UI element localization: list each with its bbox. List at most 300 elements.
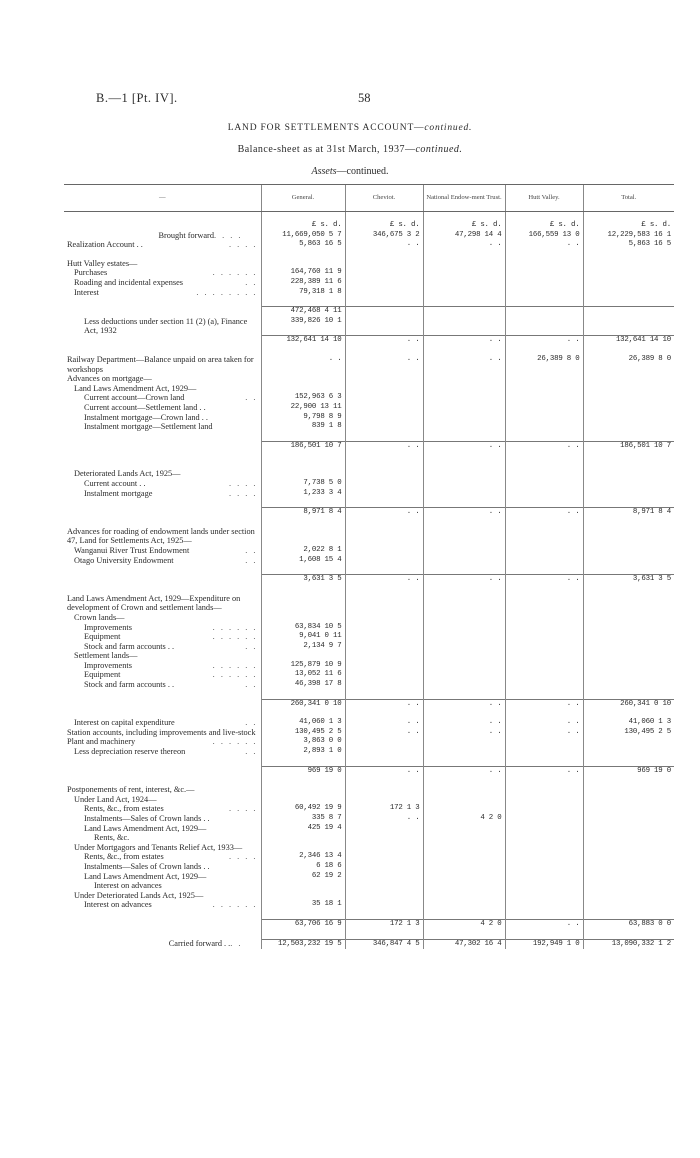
cell-total: 3,631 3 5 [583,575,674,585]
cell-total [583,546,674,556]
cell-cheviot [345,393,423,403]
cell-hutt-valley [505,661,583,671]
spacer-row [64,585,674,594]
cell-total [583,632,674,642]
cell-general: 130,495 2 5 [261,728,345,738]
cell-total: 13,090,332 1 2 [583,939,674,949]
row-label [64,508,261,518]
cell-general: 13,052 11 6 [261,670,345,680]
cell-national-endowment [423,632,505,642]
page-reference: B.—1 [Pt. IV]. [96,91,178,105]
table-row [64,441,674,451]
cell-general: 335 8 7 [261,814,345,824]
cell-cheviot [345,632,423,642]
cell-national-endowment [423,680,505,690]
cell-general [261,384,345,394]
cell-hutt-valley: 26,389 8 0 [505,355,583,374]
cell-hutt-valley [505,489,583,499]
table-row [64,699,674,709]
row-label [64,307,261,317]
cell-hutt-valley: . . [505,699,583,709]
table-row [64,422,674,432]
cell-hutt-valley [505,670,583,680]
row-label [64,384,261,394]
cell-national-endowment [423,413,505,423]
section-title: Assets—continued. [311,166,389,177]
row-label [64,852,261,862]
cell-cheviot [345,317,423,336]
cell-national-endowment: . . [423,766,505,776]
unit-label: £ s. d. [345,221,423,231]
row-label-text: Advances for roading of endowment lands under section 47, Land for Settlements Act, 1925— [67,526,255,546]
cell-total [583,278,674,288]
cell-total: 12,229,583 16 1 [583,231,674,241]
cell-hutt-valley: . . [505,575,583,585]
cell-national-endowment [423,422,505,432]
table-row [64,413,674,423]
cell-general: 9,041 0 11 [261,632,345,642]
cell-national-endowment [423,737,505,747]
cell-national-endowment [423,546,505,556]
table-row [64,785,674,795]
table-row [64,469,674,479]
cell-total: 63,883 0 0 [583,919,674,929]
cell-hutt-valley [505,824,583,834]
row-label [64,881,261,891]
cell-cheviot [345,872,423,882]
row-label [64,479,261,489]
row-label [64,632,261,642]
header-cheviot: Cheviot. [345,185,423,212]
leader-dots: . . . . [228,852,258,862]
spacer-row [64,518,674,527]
table-row [64,919,674,929]
cell-total [583,785,674,795]
units-row [64,221,674,231]
cell-general [261,594,345,613]
spacer-row [64,690,674,700]
cell-hutt-valley [505,259,583,269]
table-row [64,795,674,805]
leader-dots: . . . . [228,240,258,250]
unit-label: £ s. d. [505,221,583,231]
row-label-text: Land Laws Amendment Act, 1929— [84,871,207,881]
cell-total [583,661,674,671]
table-row [64,403,674,413]
cell-national-endowment [423,479,505,489]
cell-hutt-valley [505,403,583,413]
leader-dots: . . [245,545,258,555]
cell-total [583,384,674,394]
row-label [64,527,261,546]
cell-cheviot [345,259,423,269]
row-label [64,546,261,556]
table-row [64,766,674,776]
cell-general [261,843,345,853]
row-label [64,699,261,709]
row-label [64,661,261,671]
cell-national-endowment [423,795,505,805]
cell-total [583,268,674,278]
row-label-text: Equipment [84,670,121,680]
cell-national-endowment: 47,298 14 4 [423,231,505,241]
row-label-text: Carried forward . . [168,939,231,949]
table-row [64,479,674,489]
cell-cheviot [345,546,423,556]
cell-total [583,843,674,853]
cell-national-endowment [423,384,505,394]
row-label [64,613,261,623]
table-row [64,651,674,661]
cell-general [261,651,345,661]
row-label [64,737,261,747]
spacer-row [64,565,674,575]
cell-hutt-valley [505,814,583,824]
cell-total [583,737,674,747]
row-label [64,919,261,929]
cell-hutt-valley [505,317,583,336]
cell-cheviot [345,268,423,278]
row-label [64,374,261,384]
cell-hutt-valley [505,632,583,642]
row-label-text: Postponements of rent, interest, &c.— [67,785,195,795]
cell-general: 186,501 10 7 [261,441,345,451]
cell-general: 79,318 1 8 [261,288,345,298]
cell-hutt-valley: . . [505,728,583,738]
row-label-text: Interest on capital expenditure [74,718,175,728]
leader-dots: . . . . [228,488,258,498]
cell-general: 5,863 16 5 [261,240,345,250]
cell-national-endowment [423,747,505,757]
row-label [64,231,261,241]
row-label-text: Land Laws Amendment Act, 1929— [84,823,207,833]
cell-general: 132,641 14 10 [261,336,345,346]
cell-total: 41,060 1 3 [583,718,674,728]
cell-national-endowment: . . [423,575,505,585]
cell-total [583,527,674,546]
cell-total [583,824,674,834]
row-label-text: Current account . . [84,478,146,488]
cell-hutt-valley [505,891,583,901]
cell-general: 46,398 17 8 [261,680,345,690]
table-row [64,728,674,738]
cell-national-endowment: . . [423,336,505,346]
table-row [64,527,674,546]
cell-general: 22,900 13 11 [261,403,345,413]
cell-cheviot [345,642,423,652]
table-row [64,632,674,642]
cell-general [261,891,345,901]
cell-general: 152,963 6 3 [261,393,345,403]
cell-total [583,852,674,862]
cell-total [583,413,674,423]
cell-total: 969 19 0 [583,766,674,776]
cell-national-endowment [423,288,505,298]
cell-national-endowment: . . [423,240,505,250]
cell-national-endowment [423,393,505,403]
cell-hutt-valley [505,747,583,757]
cell-cheviot: . . [345,718,423,728]
cell-general: 125,879 10 9 [261,661,345,671]
leader-dots: . . [245,641,258,651]
cell-hutt-valley: . . [505,336,583,346]
row-label [64,862,261,872]
cell-hutt-valley [505,795,583,805]
row-label [64,747,261,757]
row-label-text: Current account—Settlement land . . [84,403,206,412]
table-row [64,278,674,288]
cell-cheviot: 172 1 3 [345,919,423,929]
row-label-text: Rents, &c. [94,833,130,843]
row-label-text: Land Laws Amendment Act, 1929—Expenditure on development of Crown and settlement lands— [67,593,241,613]
row-label-text: Instalment mortgage [84,488,153,498]
row-label-text: Station accounts, including improvements and live-stock [67,727,256,737]
cell-cheviot [345,852,423,862]
cell-cheviot [345,862,423,872]
cell-general: 62 19 2 [261,872,345,882]
cell-hutt-valley: . . [505,718,583,728]
cell-total: 130,495 2 5 [583,728,674,738]
cell-cheviot [345,833,423,843]
row-label [64,268,261,278]
table-row [64,881,674,891]
table-row [64,240,674,250]
cell-general [261,785,345,795]
cell-general: 8,971 8 4 [261,508,345,518]
row-label [64,623,261,633]
table-row [64,843,674,853]
table-row [64,737,674,747]
row-label-text: Land Laws Amendment Act, 1929— [74,383,197,393]
cell-cheviot: . . [345,336,423,346]
row-label-text: Instalments—Sales of Crown lands . . [84,861,210,871]
row-label [64,900,261,910]
header-total: Total. [583,185,674,212]
row-label [64,393,261,403]
unit-label: £ s. d. [423,221,505,231]
cell-national-endowment [423,623,505,633]
row-label-text: Less depreciation reserve thereon [74,747,186,757]
cell-national-endowment [423,317,505,336]
cell-total [583,814,674,824]
row-label-text: Settlement lands— [74,651,138,661]
table-row [64,852,674,862]
cell-total [583,881,674,891]
table-row [64,939,674,949]
cell-national-endowment [423,862,505,872]
spacer-row [64,910,674,920]
cell-hutt-valley [505,881,583,891]
cell-total [583,872,674,882]
cell-hutt-valley [505,422,583,432]
cell-general: 3,631 3 5 [261,575,345,585]
cell-total [583,747,674,757]
cell-cheviot: 172 1 3 [345,804,423,814]
row-label-text: Roading and incidental expenses [74,277,183,287]
cell-cheviot: . . [345,728,423,738]
cell-general: 1,233 3 4 [261,489,345,499]
row-label [64,288,261,298]
cell-hutt-valley [505,527,583,546]
cell-hutt-valley [505,613,583,623]
cell-hutt-valley [505,843,583,853]
spacer-row [64,776,674,785]
leader-dots: . . [230,939,243,949]
cell-hutt-valley [505,651,583,661]
row-label-text: Under Deteriorated Lands Act, 1925— [74,890,204,900]
row-label-text: Under Mortgagors and Tenants Relief Act, 1933— [74,842,243,852]
cell-general [261,795,345,805]
cell-cheviot: 346,675 3 2 [345,231,423,241]
row-label [64,651,261,661]
cell-total [583,374,674,384]
cell-national-endowment: 4 2 0 [423,919,505,929]
table-row [64,814,674,824]
cell-cheviot [345,384,423,394]
leader-dots: . . . . . . [212,632,258,642]
leader-dots: . . . . . . [212,622,258,632]
leader-dots: . . [245,277,258,287]
cell-cheviot [345,661,423,671]
cell-general: 472,468 4 11 [261,307,345,317]
cell-cheviot [345,374,423,384]
row-label-text: Equipment [84,632,121,642]
table-row [64,307,674,317]
table-row [64,804,674,814]
row-label-text: Otago University Endowment [74,555,174,565]
spacer-row [64,757,674,767]
cell-national-endowment [423,278,505,288]
table-row [64,336,674,346]
cell-national-endowment [423,872,505,882]
leader-dots: . . . . . . [212,268,258,278]
row-label-text: Instalment mortgage—Settlement land [84,422,213,432]
cell-general: 35 18 1 [261,900,345,910]
leader-dots: . . [245,555,258,565]
row-label [64,240,261,250]
table-row [64,594,674,613]
cell-hutt-valley [505,872,583,882]
cell-national-endowment [423,374,505,384]
cell-cheviot [345,900,423,910]
row-label [64,489,261,499]
row-label [64,872,261,882]
cell-cheviot: . . [345,441,423,451]
cell-national-endowment [423,833,505,843]
cell-hutt-valley [505,546,583,556]
row-label [64,833,261,843]
cell-national-endowment [423,891,505,901]
spacer-row [64,451,674,469]
cell-total [583,317,674,336]
account-title: LAND FOR SETTLEMENTS ACCOUNT—continued. [227,123,473,133]
cell-total [583,900,674,910]
leader-dots: . . . . . . [212,900,258,910]
cell-general: . . [261,355,345,374]
table-body [64,212,674,950]
cell-total [583,642,674,652]
cell-general: 425 19 4 [261,824,345,834]
cell-hutt-valley: . . [505,441,583,451]
header-description: — [64,185,261,212]
leader-dots: . . [245,747,258,757]
cell-general [261,469,345,479]
spacer-row [64,297,674,307]
cell-national-endowment [423,661,505,671]
row-label-text: Wanganui River Trust Endowment [74,545,190,555]
cell-hutt-valley [505,804,583,814]
cell-cheviot: . . [345,766,423,776]
cell-hutt-valley [505,594,583,613]
row-label [64,469,261,479]
cell-general: 63,834 10 5 [261,623,345,633]
row-label-text: Purchases [74,268,108,278]
row-label [64,422,261,432]
cell-general: 41,060 1 3 [261,718,345,728]
cell-total [583,680,674,690]
cell-general [261,374,345,384]
cell-cheviot [345,489,423,499]
cell-total [583,594,674,613]
row-label [64,795,261,805]
cell-cheviot: . . [345,699,423,709]
cell-hutt-valley: . . [505,508,583,518]
table-row [64,288,674,298]
row-label [64,413,261,423]
row-label [64,728,261,738]
table-row [64,824,674,834]
table-row [64,231,674,241]
table-row [64,833,674,843]
cell-national-endowment [423,852,505,862]
cell-total [583,259,674,269]
cell-national-endowment: . . [423,508,505,518]
row-label-text: Advances on mortgage— [67,374,152,384]
cell-general: 1,608 15 4 [261,556,345,566]
cell-cheviot [345,422,423,432]
row-label [64,680,261,690]
cell-total [583,288,674,298]
cell-total: 186,501 10 7 [583,441,674,451]
row-label [64,575,261,585]
cell-national-endowment: . . [423,441,505,451]
cell-hutt-valley [505,623,583,633]
table-row [64,718,674,728]
cell-general: 2,022 8 1 [261,546,345,556]
cell-national-endowment: . . [423,355,505,374]
row-label-text: Deteriorated Lands Act, 1925— [74,469,181,479]
row-label-text: Current account—Crown land [84,393,185,403]
cell-total: 5,863 16 5 [583,240,674,250]
cell-general: 12,503,232 19 5 [261,939,345,949]
cell-national-endowment [423,804,505,814]
cell-general: 11,669,050 5 7 [261,231,345,241]
cell-general [261,259,345,269]
cell-cheviot [345,556,423,566]
cell-cheviot [345,670,423,680]
cell-general: 2,346 13 4 [261,852,345,862]
balance-sheet-table [64,184,674,949]
cell-total [583,651,674,661]
cell-national-endowment [423,259,505,269]
cell-hutt-valley [505,833,583,843]
cell-national-endowment: 4 2 0 [423,814,505,824]
cell-cheviot [345,795,423,805]
cell-total [583,556,674,566]
table-row [64,670,674,680]
row-label-text: Interest [74,287,99,297]
cell-hutt-valley [505,852,583,862]
